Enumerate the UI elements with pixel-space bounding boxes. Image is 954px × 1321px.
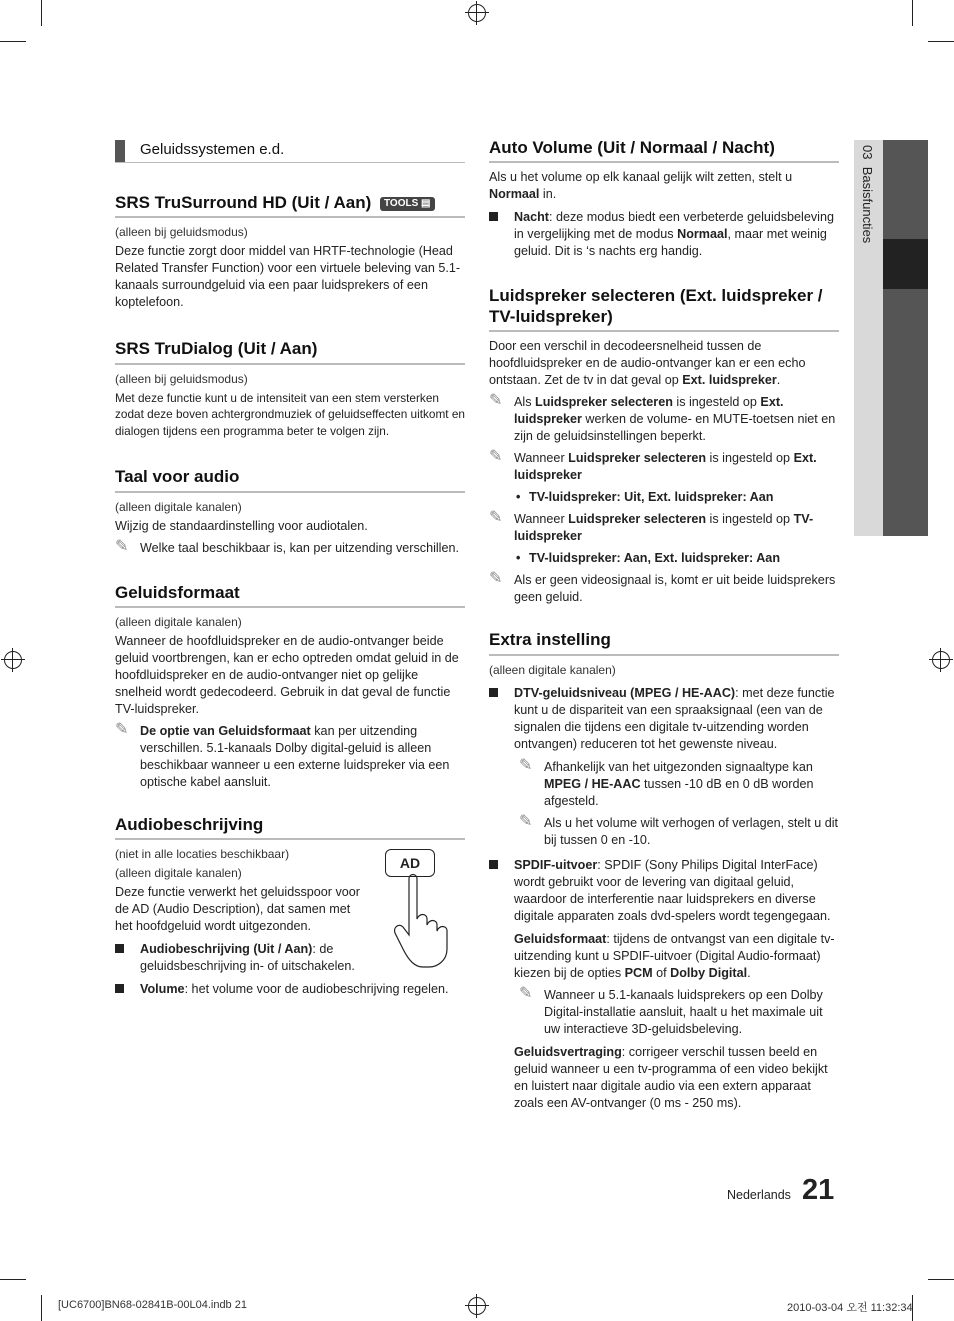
text: : tijdens de ontvangst van een digitale tv-uitzending kunt u SPDIF-uitvoer (Digital Audio-formaat) kiezen bij de opties [514,931,835,980]
crop-mark [912,0,913,26]
note-pencil-icon: ✎ [115,721,129,739]
bullet-square [489,688,498,697]
luidspreker-title: Luidspreker selecteren (Ext. luidspreker / TV-luidspreker) [489,286,839,332]
text-bold: PCM [624,965,653,980]
text-bold: Ext. luidspreker [514,395,784,427]
taal-meta: (alleen digitale kanalen) [115,499,242,514]
audiobeschrijving-title: Audiobeschrijving [115,815,465,840]
srs-trudialog-body: Met deze functie kunt u de intensiteit van een stem versterken zodat deze boven achtergrondmuziek of geluidseffecten uitkomt en dialogen tijdens een programma beter te volgen zijn. [115,390,465,438]
text: Wanneer [514,451,569,466]
text: : deze modus biedt een verbeterde geluidsbeleving in vergelijking met de modus [514,210,834,242]
text: Als u het volume op elk kanaal gelijk wilt zetten, stelt u [489,170,793,185]
luidspreker-bullet-2 [489,550,839,567]
text: Als er geen videosignaal is, komt er uit beide luidsprekers geen geluid. [514,573,836,605]
text-bold: Luidspreker selecteren [535,395,673,410]
audiobeschrijving-meta1: (niet in alle locaties beschikbaar) [115,847,290,862]
luidspreker-note-1 [489,394,839,445]
geluidsformaat-note [115,723,465,791]
taal-body: Wijzig de standaardinstelling voor audiotalen. [115,518,368,533]
hand-pointer-icon [385,869,465,969]
taal-note-text: Welke taal beschikbaar is, kan per uitzending verschillen. [140,540,459,555]
extra-sub-2 [514,1044,839,1112]
item-rest: : de geluidsbeschrijving in- of uitschakelen. [140,942,355,974]
registration-mark-icon [468,1297,486,1315]
note-pencil-icon: ✎ [115,537,129,555]
extra-section [489,630,839,1111]
audiobeschrijving-item-1 [115,941,365,975]
extra-note-1 [519,756,839,810]
chapter-sidebar-active [883,239,928,289]
tools-icon: ▤ [421,197,431,209]
ad-remote-illustration [385,849,465,969]
srs-trusurround-meta: (alleen bij geluidsmodus) [115,225,248,240]
extra-meta: (alleen digitale kanalen) [489,662,616,677]
audiobeschrijving-item-2 [115,981,465,998]
srs-trusurround-title [115,193,465,218]
text: in. [539,187,557,202]
text: Als u het volume wilt verhogen of verlagen, stelt u dit bij tussen 0 en -10. [544,815,839,847]
text-bold: Nacht [514,210,549,225]
text: Door een verschil in decodeersnelheid tussen de hoofdluidspreker en de audio-ontvanger kan er een echo ontstaan. Zet de tv in dat geval op [489,339,806,388]
autovolume-section [489,138,839,260]
geluidsformaat-body: Wanneer de hoofdluidspreker en de audio-ontvanger beide geluid voortbrengen, kan er echo optreden omdat geluid in de hoofdluidspreker en de audio-ontvanger niet op gelijke snelheid wordt gedecodeerd. Gebruik in dat geval de functie TV-luidspreker. [115,634,459,717]
autovolume-item [489,209,839,260]
audiobeschrijving-body: Deze functie verwerkt het geluidsspoor voor de AD (Audio Description), dat samen met het hoofdgeluid wordt uitgezonden. [115,885,361,934]
srs-trusurround-section [115,193,465,311]
text: Wanneer [514,512,569,527]
item-rest: : het volume voor de audiobeschrijving regelen. [184,982,449,997]
extra-item-2 [489,857,839,925]
chapter-title: Basisfuncties [860,166,875,244]
text-bold: Normaal [489,187,540,202]
note-pencil-icon: ✎ [489,448,503,466]
srs-trudialog-meta: (alleen bij geluidsmodus) [115,371,248,386]
bullet-square [489,212,498,221]
text-bold: Dolby Digital [670,965,748,980]
geluidsformaat-section [115,583,465,791]
page-number: 21 [802,1174,835,1206]
text: is ingesteld op [706,512,794,527]
chapter-number: 03 [860,145,875,160]
autovolume-body [489,169,839,203]
taal-section [115,467,465,556]
note-pencil-icon: ✎ [489,570,503,588]
note-pencil-icon: ✎ [519,812,533,830]
text: TV-luidspreker: Uit, Ext. luidspreker: Aan [529,490,774,505]
note-pencil-icon: ✎ [519,984,533,1002]
bullet-dot: • [516,551,521,566]
audiobeschrijving-meta2: (alleen digitale kanalen) [115,866,242,881]
right-column [489,138,839,1114]
text: of [652,965,671,980]
note-pencil-icon: ✎ [489,392,503,410]
text: Als [514,395,535,410]
text-bold: Geluidsformaat [514,931,607,946]
registration-mark-icon [4,651,22,669]
extra-item-1 [489,685,839,753]
text-bold: SPDIF-uitvoer [514,857,598,872]
extra-sub-1 [514,931,839,982]
bullet-dot: • [516,490,521,505]
note-pencil-icon: ✎ [519,756,533,774]
registration-mark-icon [468,4,486,22]
chapter-sidebar-dark [883,140,928,536]
crop-mark [928,1279,954,1280]
left-column [115,138,465,1004]
text-bold: Normaal [677,227,728,242]
footer-language: Nederlands [727,1188,791,1202]
crop-mark [41,1295,42,1321]
text: is ingesteld op [706,451,794,466]
text-bold: TV-luidspreker [514,512,814,544]
luidspreker-bullet-1 [489,489,839,506]
note-rest: kan per uitzending verschillen. 5.1-kanaals Dolby digital-geluid is alleen beschikbaar wanneer u een externe luidspreker via een optische kabel aansluit. [140,724,450,790]
luidspreker-note-4 [489,572,839,606]
taal-title: Taal voor audio [115,467,465,492]
crop-mark [0,41,26,42]
luidspreker-note-3 [489,511,839,545]
section-header-text: Geluidssystemen e.d. [140,141,285,158]
text: : SPDIF (Sony Philips Digital InterFace) wordt gebruikt voor de levering van digitaal geluid, waardoor de interferentie naar luidsprekers en diverse digitale apparaten zoals dvd-spelers wordt tegengegaan. [514,857,831,923]
crop-mark [928,41,954,42]
text: tussen -10 dB en 0 dB worden afgesteld. [544,776,814,808]
srs-trusurround-body: Deze functie zorgt door middel van HRTF-technologie (Head Related Transfer Function) voor een virtuele beleving van 5.1-kanaals surroundgeluid via een paar luidsprekers of een koptelefoon. [115,244,461,310]
luidspreker-note-2 [489,450,839,484]
ad-badge-text: AD [399,855,421,872]
footer-file: [UC6700]BN68-02841B-00L04.indb 21 [58,1299,247,1311]
srs-trudialog-section [115,339,465,439]
text-bold: Ext. luidspreker [514,451,817,483]
text: werken de volume- en MUTE-toetsen niet en zijn de geluidsinstellingen beperkt. [514,412,836,444]
bullet-square [489,860,498,869]
crop-mark [41,0,42,26]
extra-note-2 [519,812,839,849]
text: , maar met weinig geluid. Dit is ‘s nachts erg handig. [514,227,827,259]
srs-trudialog-title: SRS TruDialog (Uit / Aan) [115,339,465,364]
text-bold: Luidspreker selecteren [568,512,707,527]
geluidsformaat-title: Geluidsformaat [115,583,465,608]
text-bold: Ext. luidspreker [682,373,777,388]
taal-note [115,537,465,557]
audiobeschrijving-section [115,815,465,998]
text: Afhankelijk van het uitgezonden signaaltype kan [544,759,813,774]
text-bold: Geluidsvertraging [514,1044,622,1059]
bullet-square [115,984,124,993]
tools-badge-text: TOOLS [384,197,419,209]
section-header [115,138,465,163]
geluidsformaat-meta: (alleen digitale kanalen) [115,615,242,630]
text: TV-luidspreker: Aan, Ext. luidspreker: Aan [529,551,781,566]
note-bold: De optie van Geluidsformaat [140,724,311,739]
tools-badge [380,197,435,211]
srs-trusurround-title-text: SRS TruSurround HD (Uit / Aan) [115,193,372,212]
footer-date: 2010-03-04 오전 11:32:34 [787,1302,913,1314]
header-marker [115,140,125,162]
text: is ingesteld op [672,395,761,410]
luidspreker-section [489,286,839,606]
item-bold: Volume [140,982,185,997]
text-bold: Luidspreker selecteren [568,451,707,466]
autovolume-title: Auto Volume (Uit / Normaal / Nacht) [489,138,839,163]
bullet-square [115,944,124,953]
text: : corrigeer verschil tussen beeld en geluid wanneer u een tv-programma of een video bekijkt en luistert naar digitale audio via een extern apparaat zoals een AV-ontvanger (0 ms - 250 ms). [514,1044,828,1110]
text: . [747,965,751,980]
text: . [776,373,781,388]
extra-title: Extra instelling [489,630,839,655]
item-bold: Audiobeschrijving (Uit / Aan) [140,942,313,957]
note-pencil-icon: ✎ [489,509,503,527]
text: Wanneer u 5.1-kanaals luidsprekers op een Dolby Digital-installatie aansluit, haalt u het maximale uit uw interactieve 3D-geluidsbeleving. [544,987,823,1036]
luidspreker-body [489,338,839,389]
text-bold: MPEG / HE-AAC [544,776,641,791]
text: : met deze functie kunt u de dispariteit van een spraaksignaal (een van de signalen die tijdens een digitale tv-uitzending worden ontvangen) reduceren tot het gewenste niveau. [514,685,835,751]
crop-mark [0,1279,26,1280]
extra-note-3 [519,984,839,1038]
text-bold: DTV-geluidsniveau (MPEG / HE-AAC) [514,685,736,700]
registration-mark-icon [932,651,950,669]
chapter-label [860,145,875,243]
